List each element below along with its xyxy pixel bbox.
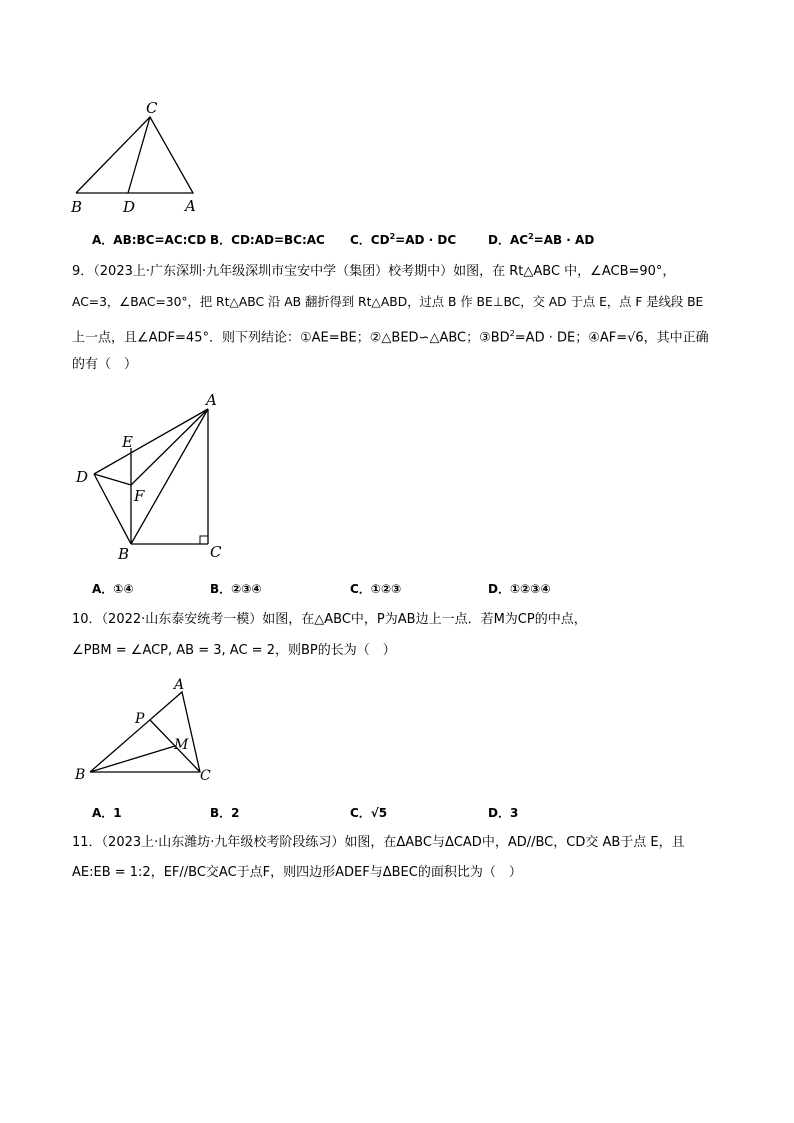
segment-ad [94, 409, 208, 474]
segment-db [94, 474, 131, 544]
q10-line-1: 10．（2022·山东泰安统考一模）如图，在△ABC中，P为AB边上一点．若M为CP的中点， [72, 612, 587, 627]
figure-q8 [60, 95, 220, 220]
q10-line-2: ∠PBM = ∠ACP, AB = 3, AC = 2，则BP的长为（ ） [72, 643, 396, 658]
q11-line-2: AE:EB = 1:2，EF//BC交AC于点F，则四边形ADEF与ΔBEC的面积比为（ ） [72, 865, 522, 880]
figure-q9 [70, 385, 240, 565]
label-b: B [71, 198, 83, 216]
q9-line-4: 的有（ ） [72, 357, 138, 372]
q8-option-d-suffix: =AB · AD [533, 233, 595, 247]
triangle-abc [90, 692, 200, 772]
label-c: C [146, 99, 158, 117]
q9-option-b[interactable]: B．②③④ [210, 582, 262, 596]
q10-option-d[interactable]: D．3 [488, 806, 519, 820]
q8-option-c-sup: 2 [389, 232, 396, 241]
q8-option-c[interactable] [350, 231, 456, 248]
q8-option-c-suffix: =AD · DC [395, 233, 457, 247]
label-c: C [200, 768, 211, 784]
q8-option-d-sup: 2 [528, 232, 534, 241]
q9-line-3-b: =AD · DE；④AF=√6，其中正确 [514, 330, 709, 346]
q9-option-c[interactable]: C．①②③ [350, 582, 402, 596]
q9-line-3-a: 上一点，且∠ADF=45°．则下列结论：①AE=BE；②△BED∽△ABC；③BD [72, 330, 510, 346]
label-d: D [76, 468, 89, 486]
label-f: F [134, 487, 145, 505]
label-b: B [75, 767, 86, 783]
q9-line-3 [72, 326, 709, 346]
q8-option-c-prefix: C．CD [350, 233, 390, 247]
q10-option-c[interactable]: C．√5 [350, 806, 388, 820]
q9-option-d[interactable]: D．①②③④ [488, 582, 551, 596]
q9-line-3-sup: 2 [509, 329, 515, 338]
label-a: A [185, 197, 196, 215]
figure-q10 [70, 672, 220, 787]
q9-line-1: 9．（2023上·广东深圳·九年级深圳市宝安中学（集团）校考期中）如图，在 Rt△ABC 中，∠ACB=90°， [72, 264, 676, 279]
label-c: C [210, 543, 222, 561]
segment-bm [90, 746, 175, 772]
q8-option-b[interactable]: B．CD:AD=BC:AC [210, 233, 325, 247]
label-e: E [122, 433, 133, 451]
label-a: A [206, 391, 217, 409]
label-m: M [174, 737, 189, 753]
q10-option-b[interactable]: B．2 [210, 806, 240, 820]
q8-option-a[interactable]: A．AB:BC=AC:CD [92, 233, 207, 247]
label-a: A [174, 677, 185, 693]
q8-option-d[interactable] [488, 231, 594, 248]
label-p: P [135, 711, 145, 727]
label-d: D [123, 198, 136, 216]
segment-ab [131, 409, 208, 544]
q11-line-1: 11．（2023上·山东潍坊·九年级校考阶段练习）如图，在ΔABC与ΔCAD中，AD//BC，CD交 AB于点 E，且 [72, 835, 685, 850]
triangle-abc [76, 117, 193, 193]
q9-line-2: AC=3，∠BAC=30°，把 Rt△ABC 沿 AB 翻折得到 Rt△ABD，过点 B 作 BE⊥BC，交 AD 于点 E，点 F 是线段 BE [72, 295, 704, 309]
q9-option-a[interactable]: A．①④ [92, 582, 134, 596]
q8-option-d-prefix: D．AC [488, 233, 529, 247]
right-angle-mark [200, 536, 208, 544]
q10-option-a[interactable]: A．1 [92, 806, 122, 820]
label-b: B [118, 545, 130, 563]
